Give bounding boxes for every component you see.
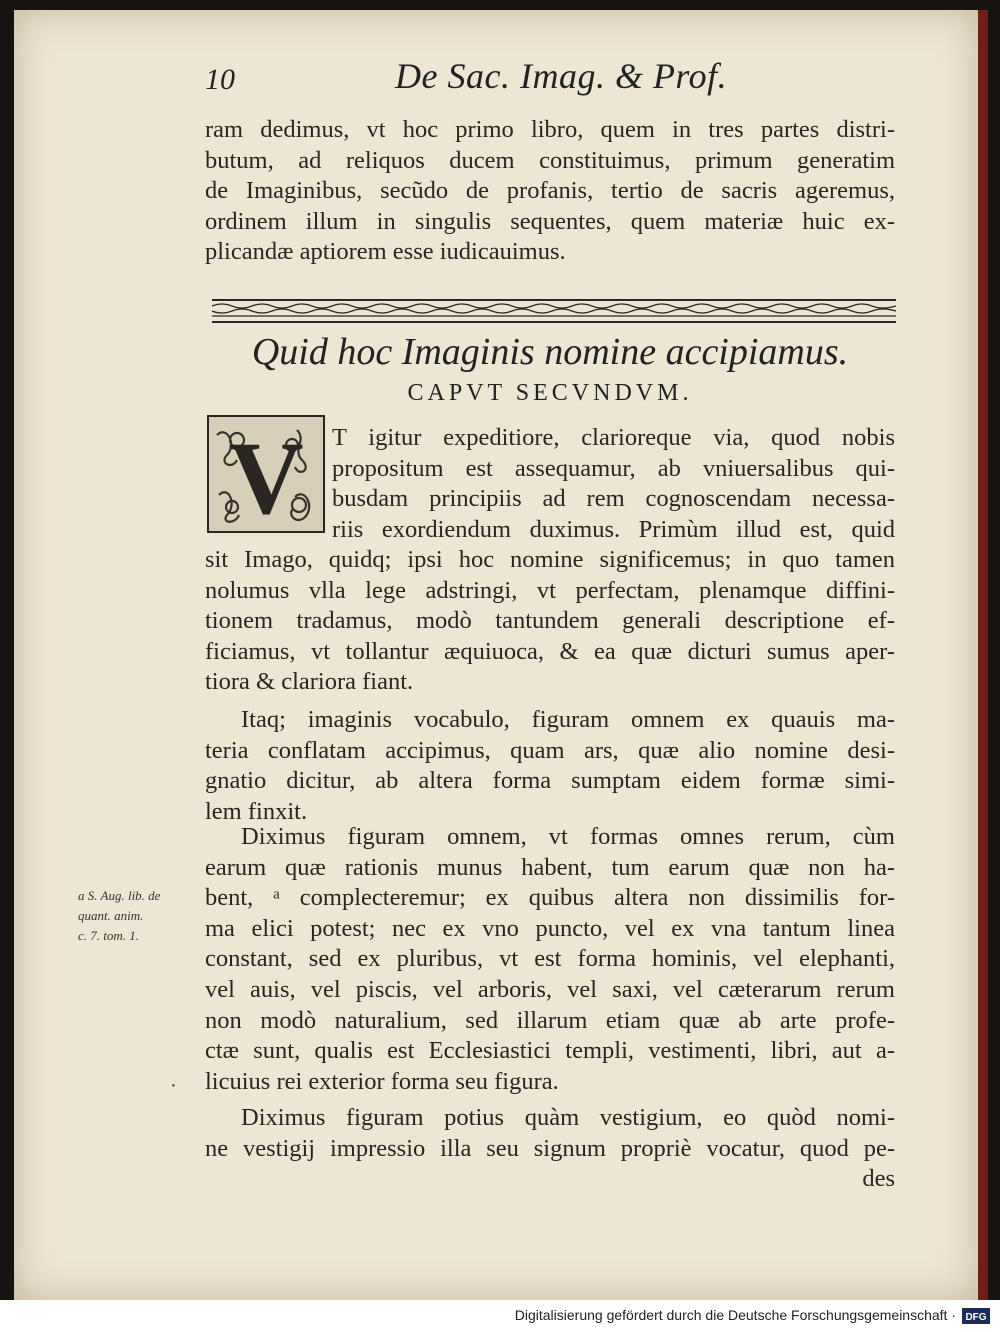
paragraph-1 [205,545,895,698]
text-line: Diximus figuram potius quàm vestigium, eo quòd nomi- [241,1104,895,1131]
paragraph-2 [205,705,895,827]
text-line: lem finxit. [205,797,308,825]
ornamental-rule [212,297,896,325]
margin-note-line: c. 7. tom. 1. [78,928,140,943]
decorated-initial-v-icon [207,415,325,533]
text-line: ram dedimus, vt hoc primo libro, quem in tres partes distri- [205,116,895,143]
text-line: busdam principiis ad rem cognoscendam necessa- [332,485,895,513]
text-line: ficiamus, vt tollantur æquiuoca, & ea quæ dicturi sumus aper- [205,637,895,665]
text-line: propositum est assequamur, ab vniuersalibus qui- [332,454,895,482]
text-line: T igitur expeditiore, clarioreque via, quod nobis [332,424,895,451]
text-line: licuius rei exterior forma seu figura. [205,1067,559,1095]
text-line: ne vestigij impressio illa seu signum propriè vocatur, quod pe- [205,1134,895,1162]
catchword: des [862,1165,895,1193]
text-line: ctæ sunt, qualis est Ecclesiastici templi, vestimenti, libri, aut a- [205,1037,895,1065]
svg-text:V: V [228,421,304,533]
text-line: de Imaginibus, secũdo de profanis, tertio de sacris ageremus, [205,177,895,205]
text-line: sit Imago, quidq; ipsi hoc nomine significemus; in quo tamen [205,546,895,573]
chapter-title: Quid hoc Imaginis nomine accipiamus. [251,331,849,373]
text-line: bent, ᵃ complecteremur; ex quibus altera non dissimilis for- [205,884,895,912]
text-line: Diximus figuram omnem, vt formas omnes rerum, cùm [241,823,895,850]
paragraph-3 [205,822,895,1097]
text-line: ma elici potest; nec ex vno puncto, vel ex vna tantum linea [205,914,895,942]
margin-mark: · [170,1075,177,1097]
intro-paragraph [205,115,895,268]
chapter-number: CAPVT SECVNDVM. [407,380,693,406]
margin-note-line: quant. anim. [78,908,144,923]
text-line: butum, ad reliquos ducem constituimus, primum generatim [205,146,895,174]
text-line: tiora & clariora fiant. [205,668,414,696]
text-line: riis exordiendum duximus. Primùm illud est, quid [332,515,895,543]
text-line: Itaq; imaginis vocabulo, figuram omnem ex quauis ma- [241,706,895,733]
dfg-logo-icon [962,1308,990,1324]
margin-note [78,886,198,946]
footer-credit: Digitalisierung gefördert durch die Deutsche Forschungsgemeinschaft · [514,1307,956,1323]
chapter-opening-lines [332,423,895,545]
text-line: gnatio dicitur, ab altera forma sumptam eidem formæ simi- [205,767,895,795]
footer-bar [0,1300,1000,1332]
margin-note-line: a S. Aug. lib. de [78,888,161,903]
book-spine-edge [978,10,988,1300]
text-line: plicandæ aptiorem esse iudicauimus. [205,238,566,266]
text-line: constant, sed ex pluribus, vt est forma hominis, vel elephanti, [205,945,895,973]
text-line: tionem tradamus, modò tantundem generali descriptione ef- [205,607,895,635]
svg-text:DFG: DFG [965,1312,987,1323]
text-line: non modò naturalium, sed illarum etiam quæ ab arte profe- [205,1006,895,1034]
page-header [205,55,900,105]
paragraph-4 [205,1103,895,1195]
text-line: nolumus vlla lege adstringi, vt perfectam, plenamque diffini- [205,576,895,604]
running-title: De Sac. Imag. & Prof. [395,56,728,96]
text-line: ordinem illum in singulis sequentes, quem materiæ huic ex- [205,207,895,235]
text-line: teria conflatam accipimus, quam ars, quæ alio nomine desi- [205,736,895,764]
text-line: earum quæ rationis munus habent, tum earum quæ non ha- [205,853,895,881]
page-number: 10 [205,63,235,96]
text-line: vel auis, vel piscis, vel arboris, vel saxi, vel cæterarum rerum [205,975,895,1003]
